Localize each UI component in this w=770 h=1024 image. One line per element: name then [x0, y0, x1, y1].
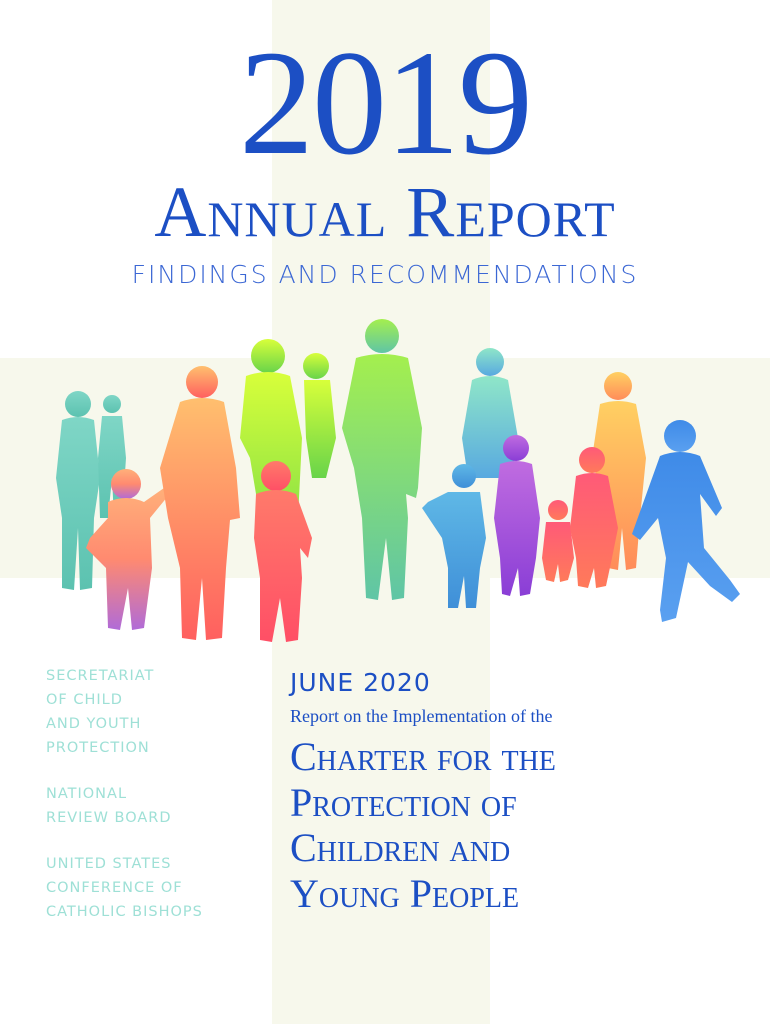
charter-line: Protection of: [290, 779, 517, 825]
report-year: 2019: [239, 20, 531, 186]
silhouette-toddler-red: [542, 500, 574, 582]
silhouette-walking-blue: [632, 420, 740, 622]
charter-line: Young People: [290, 870, 520, 916]
org-usccb: UNITED STATES CONFERENCE OF CATHOLIC BISHOPS: [46, 856, 203, 920]
report-implementation-line: Report on the Implementation of the: [290, 706, 553, 726]
silhouette-adult-left: [56, 391, 100, 590]
org-national-review-board: NATIONAL REVIEW BOARD: [46, 786, 172, 826]
silhouette-boy-blue: [422, 464, 486, 608]
organizations-list: [46, 664, 266, 946]
charter-line: Children and: [290, 825, 511, 870]
silhouette-toddler-left: [86, 469, 168, 630]
charter-line: Charter for the: [290, 734, 556, 779]
charter-title: [290, 734, 750, 916]
report-title: Annual Report: [154, 172, 616, 252]
report-subtitle: FINDINGS AND RECOMMENDATIONS: [131, 260, 639, 289]
family-silhouettes-illustration: [40, 318, 750, 658]
publication-date: JUNE 2020: [290, 668, 431, 697]
org-secretariat: SECRETARIAT OF CHILD AND YOUTH PROTECTION: [46, 668, 155, 756]
silhouette-woman: [160, 366, 240, 640]
silhouette-man-green: [342, 319, 422, 600]
